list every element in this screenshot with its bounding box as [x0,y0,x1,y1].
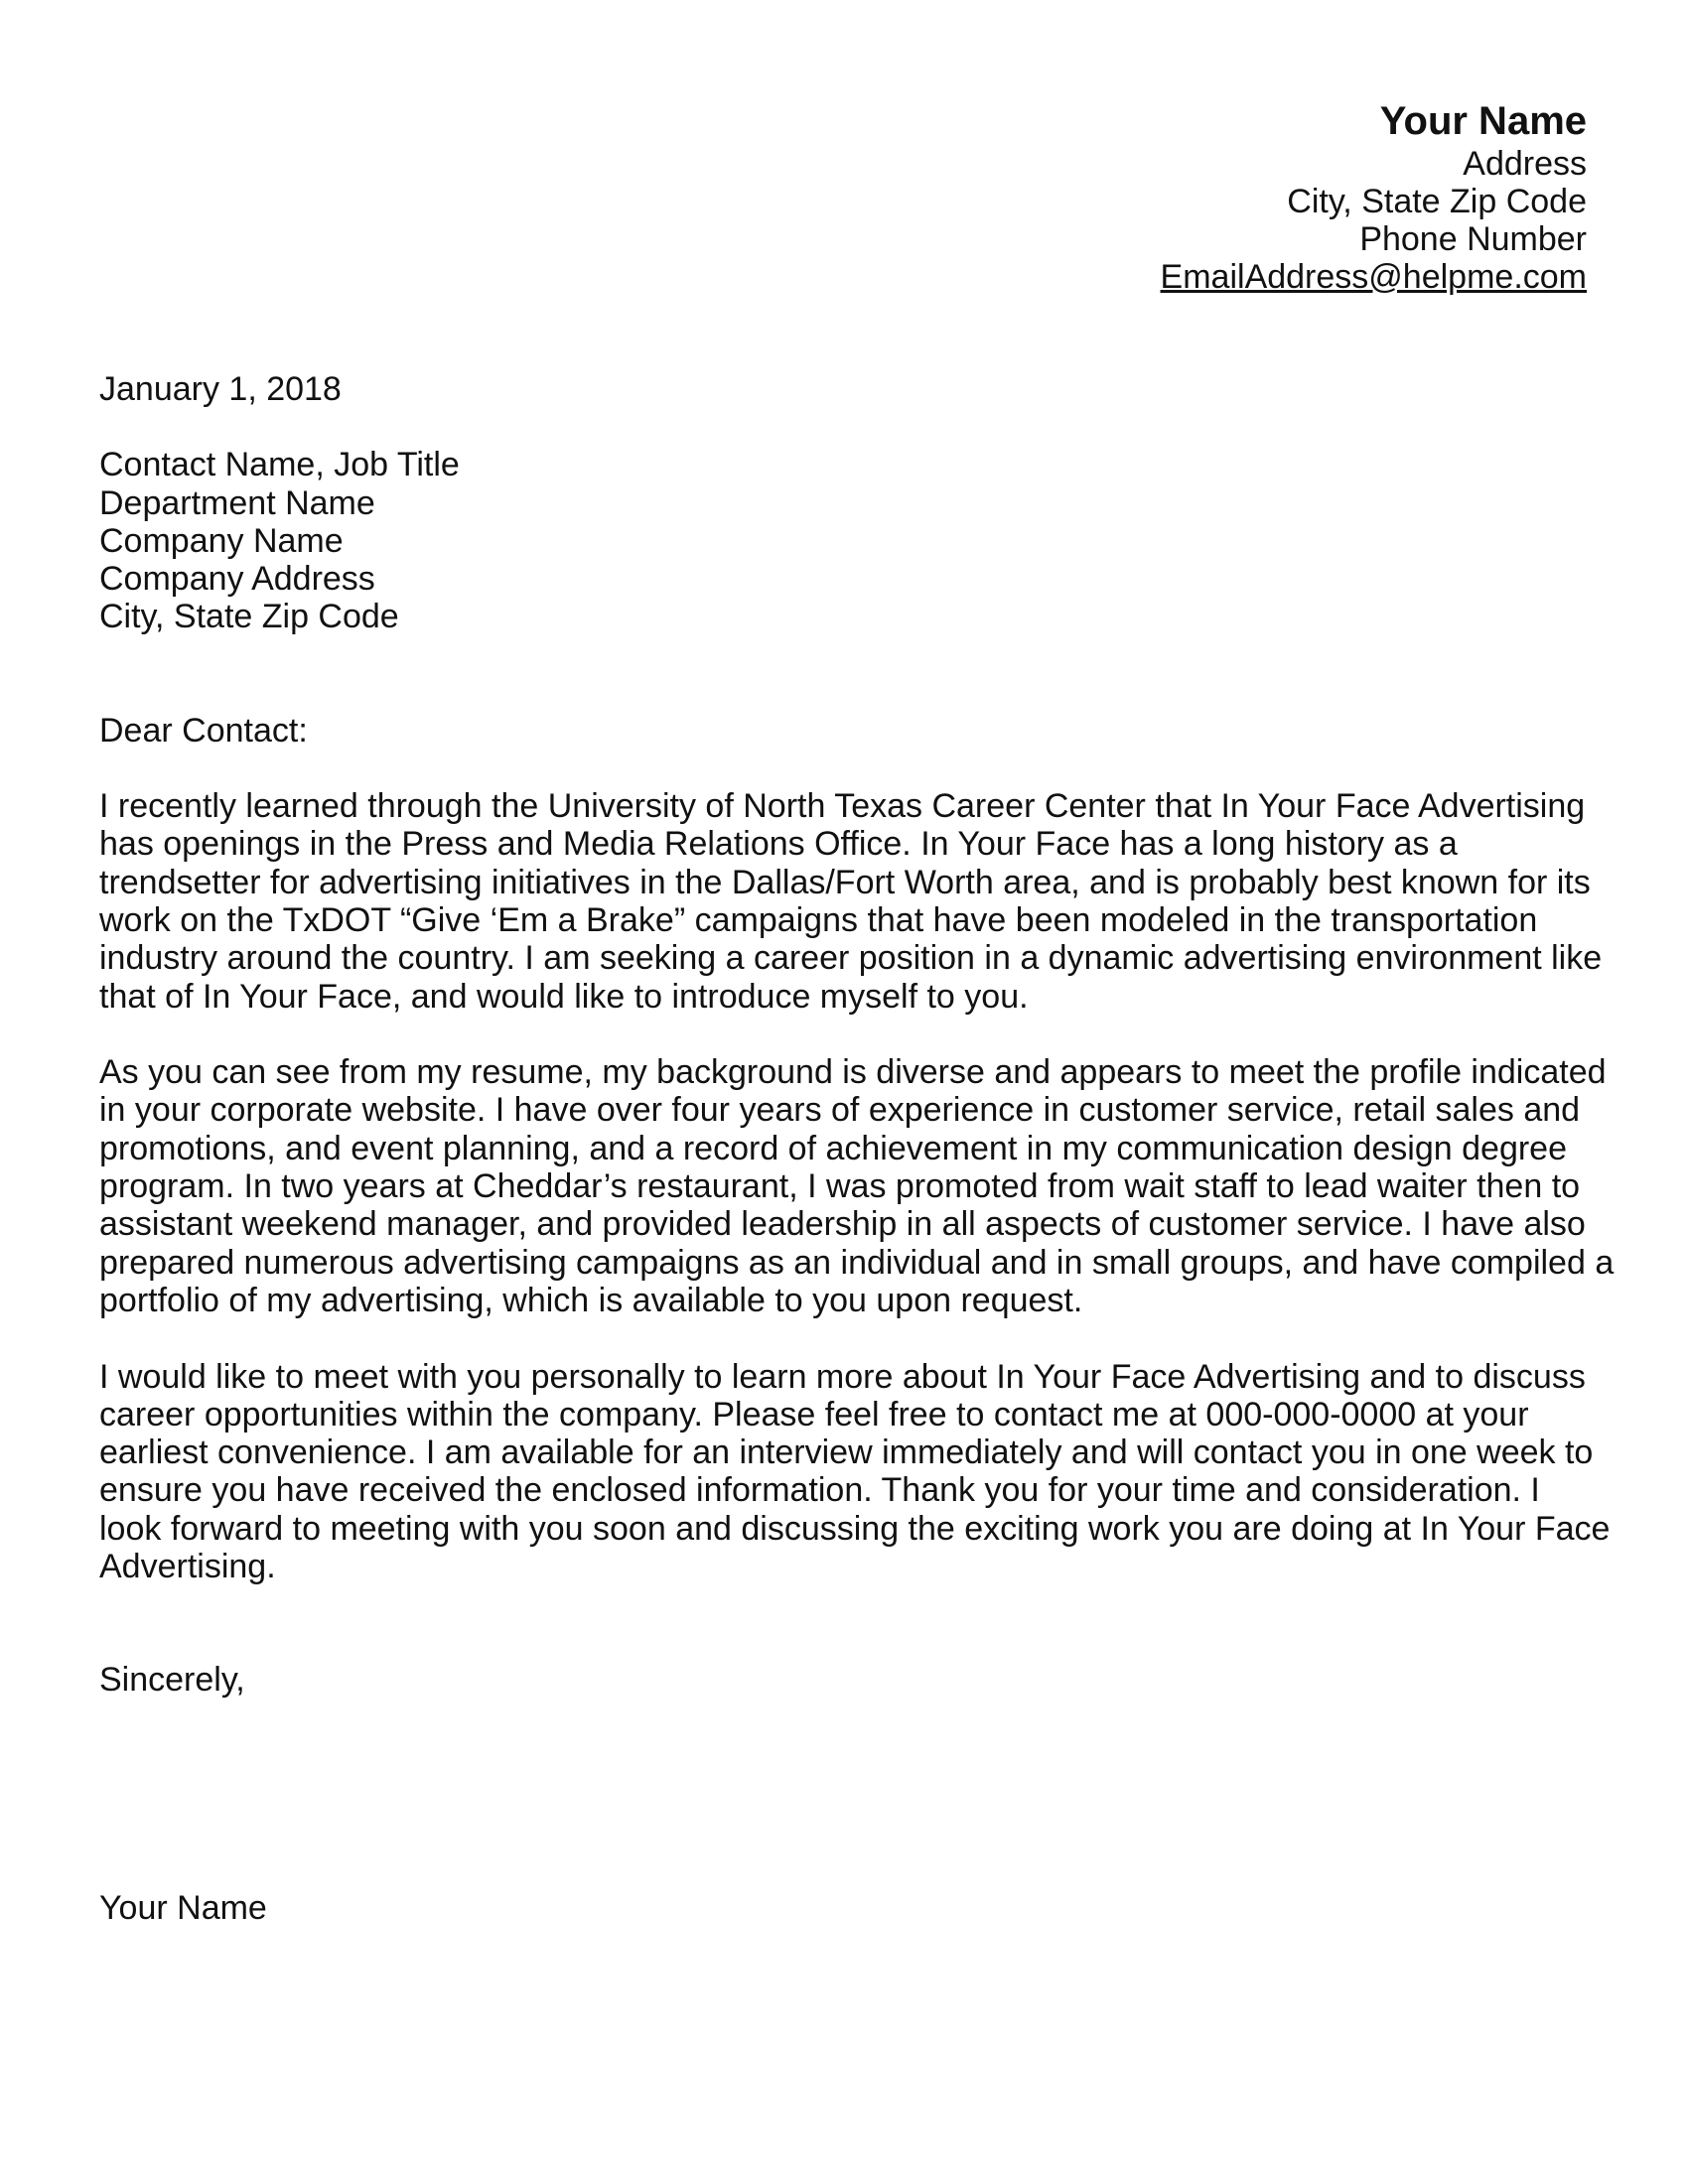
paragraph-line: portfolio of my advertising, which is available to you upon request. [99,1281,1083,1319]
paragraph-line: prepared numerous advertising campaigns as an individual and in small groups, and have compiled a [99,1243,1615,1282]
recipient-department: Department Name [99,483,375,522]
paragraph-meeting-request [99,1357,1611,1586]
paragraph-line: I recently learned through the University of North Texas Career Center that In Your Face Advertising [99,787,1586,826]
paragraph-line: earliest convenience. I am available for an interview immediately and will contact you in one week to [99,1433,1594,1472]
paragraph-line: in your corporate website. I have over four years of experience in customer service, retail sales and [99,1091,1581,1130]
recipient-company-address: Company Address [99,560,375,599]
recipient-block [99,446,1589,635]
signature-name: Your Name [99,1888,267,1927]
recipient-city-state-zip: City, State Zip Code [99,598,399,636]
paragraph-background [99,1053,1615,1319]
sender-block [1161,97,1587,296]
letter-body [99,370,1615,1927]
recipient-company: Company Name [99,521,344,560]
paragraph-line: trendsetter for advertising initiatives in the Dallas/Fort Worth area, and is probably best known for its [99,863,1591,901]
letter-date: January 1, 2018 [99,370,342,408]
paragraph-line: As you can see from my resume, my background is diverse and appears to meet the profile indicated [99,1053,1607,1092]
paragraph-line: that of In Your Face, and would like to introduce myself to you. [99,977,1029,1016]
sender-name: Your Name [1379,99,1587,143]
paragraph-line: ensure you have received the enclosed information. Thank you for your time and consideration. I [99,1471,1540,1510]
closing: Sincerely, [99,1661,245,1700]
sender-city-state-zip: City, State Zip Code [1287,183,1587,220]
paragraph-line: Advertising. [99,1548,276,1586]
paragraph-line: career opportunities within the company. Please feel free to contact me at 000-000-0000 at your [99,1395,1529,1433]
salutation: Dear Contact: [99,711,308,750]
paragraph-line: industry around the country. I am seeking a career position in a dynamic advertising environment like [99,939,1603,978]
paragraph-line: promotions, and event planning, and a record of achievement in my communication design degree [99,1129,1567,1167]
paragraph-line: work on the TxDOT “Give ‘Em a Brake” campaigns that have been modeled in the transportation [99,900,1538,939]
paragraph-line: I would like to meet with you personally to learn more about In Your Face Advertising and to discuss [99,1357,1586,1396]
sender-address: Address [1463,145,1587,183]
recipient-contact: Contact Name, Job Title [99,446,460,484]
sender-phone: Phone Number [1359,220,1587,258]
paragraph-intro [99,787,1603,1016]
paragraph-line: assistant weekend manager, and provided leadership in all aspects of customer service. I have also [99,1205,1586,1244]
paragraph-line: program. In two years at Cheddar’s restaurant, I was promoted from wait staff to lead waiter then to [99,1167,1581,1206]
paragraph-line: look forward to meeting with you soon and discussing the exciting work you are doing at In Your Face [99,1509,1611,1548]
sender-email-link[interactable]: EmailAddress@helpme.com [1160,258,1587,296]
paragraph-line: has openings in the Press and Media Relations Office. In Your Face has a long history as a [99,825,1458,864]
